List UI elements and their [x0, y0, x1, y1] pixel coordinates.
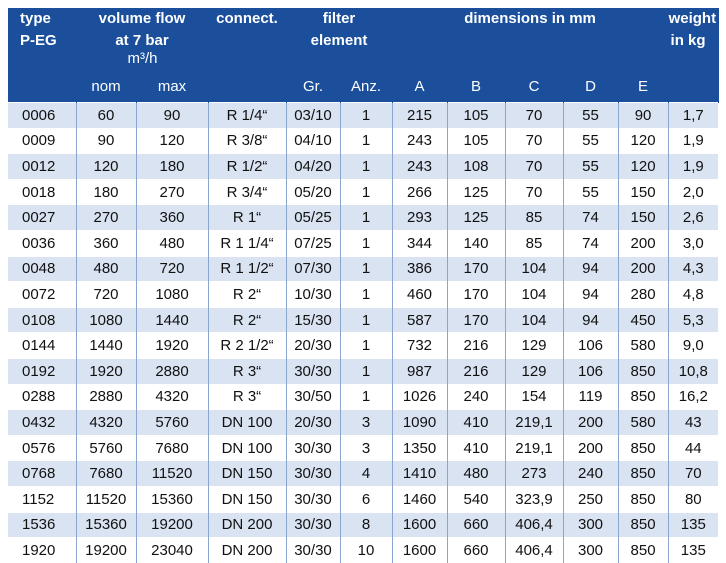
cell-type: 1920 — [8, 538, 76, 563]
cell-max: 5760 — [136, 410, 208, 436]
header-blank — [208, 30, 286, 52]
cell-e: 850 — [618, 435, 668, 461]
cell-e: 580 — [618, 333, 668, 359]
cell-weight: 16,2 — [668, 384, 718, 410]
header-peg: P-EG — [8, 30, 76, 52]
cell-gr: 30/30 — [286, 461, 340, 487]
cell-gr: 05/25 — [286, 205, 340, 231]
table-row — [8, 384, 718, 410]
cell-max: 180 — [136, 154, 208, 180]
cell-weight: 1,7 — [668, 103, 718, 129]
cell-type: 0009 — [8, 128, 76, 154]
cell-max: 2880 — [136, 358, 208, 384]
cell-anz: 10 — [340, 538, 392, 563]
cell-d: 200 — [563, 435, 618, 461]
cell-d: 119 — [563, 384, 618, 410]
cell-b: 125 — [447, 179, 505, 205]
cell-connect: R 1 1/2“ — [208, 256, 286, 282]
header-c: C — [505, 52, 563, 103]
header-dimensions: dimensions in mm — [392, 8, 668, 30]
header-element: element — [286, 30, 392, 52]
cell-d: 106 — [563, 358, 618, 384]
cell-type: 0144 — [8, 333, 76, 359]
table-row — [8, 410, 718, 436]
cell-e: 150 — [618, 205, 668, 231]
cell-anz: 1 — [340, 256, 392, 282]
cell-b: 660 — [447, 512, 505, 538]
cell-max: 23040 — [136, 538, 208, 563]
cell-max: 1080 — [136, 282, 208, 308]
cell-d: 240 — [563, 461, 618, 487]
cell-type: 0432 — [8, 410, 76, 436]
cell-nom: 480 — [76, 256, 136, 282]
cell-connect: R 3“ — [208, 384, 286, 410]
cell-type: 0288 — [8, 384, 76, 410]
cell-a: 732 — [392, 333, 447, 359]
cell-type: 0108 — [8, 307, 76, 333]
cell-e: 450 — [618, 307, 668, 333]
cell-d: 55 — [563, 179, 618, 205]
cell-anz: 6 — [340, 486, 392, 512]
cell-e: 200 — [618, 256, 668, 282]
cell-max: 1920 — [136, 333, 208, 359]
cell-type: 0036 — [8, 230, 76, 256]
cell-a: 460 — [392, 282, 447, 308]
cell-gr: 30/30 — [286, 512, 340, 538]
cell-a: 987 — [392, 358, 447, 384]
cell-gr: 30/30 — [286, 358, 340, 384]
cell-type: 0012 — [8, 154, 76, 180]
cell-e: 280 — [618, 282, 668, 308]
cell-c: 70 — [505, 103, 563, 129]
cell-c: 70 — [505, 179, 563, 205]
cell-max: 120 — [136, 128, 208, 154]
header-blank — [208, 52, 286, 103]
header-volume-flow: volume flow — [76, 8, 208, 30]
cell-anz: 3 — [340, 435, 392, 461]
cell-b: 410 — [447, 435, 505, 461]
table-row — [8, 333, 718, 359]
header-blank — [8, 52, 76, 103]
cell-weight: 2,0 — [668, 179, 718, 205]
cell-nom: 270 — [76, 205, 136, 231]
cell-connect: R 1 1/4“ — [208, 230, 286, 256]
cell-anz: 1 — [340, 307, 392, 333]
table-row — [8, 103, 718, 129]
cell-nom: 720 — [76, 282, 136, 308]
cell-weight: 70 — [668, 461, 718, 487]
cell-weight: 4,8 — [668, 282, 718, 308]
cell-weight: 10,8 — [668, 358, 718, 384]
cell-d: 106 — [563, 333, 618, 359]
cell-type: 0576 — [8, 435, 76, 461]
cell-c: 85 — [505, 230, 563, 256]
cell-weight: 44 — [668, 435, 718, 461]
cell-b: 105 — [447, 128, 505, 154]
cell-max: 480 — [136, 230, 208, 256]
cell-c: 129 — [505, 333, 563, 359]
table-row — [8, 282, 718, 308]
cell-e: 850 — [618, 358, 668, 384]
cell-e: 200 — [618, 230, 668, 256]
cell-gr: 30/50 — [286, 384, 340, 410]
header-a: A — [392, 52, 447, 103]
cell-type: 0018 — [8, 179, 76, 205]
table-row — [8, 179, 718, 205]
cell-b: 108 — [447, 154, 505, 180]
cell-a: 1026 — [392, 384, 447, 410]
cell-connect: R 3/8“ — [208, 128, 286, 154]
cell-d: 74 — [563, 230, 618, 256]
specification-table — [8, 8, 719, 563]
cell-a: 344 — [392, 230, 447, 256]
cell-c: 323,9 — [505, 486, 563, 512]
header-nom-label: nom — [91, 78, 121, 95]
header-anz: Anz. — [340, 52, 392, 103]
cell-nom: 1920 — [76, 358, 136, 384]
header-unit-flow: m³/h — [127, 50, 158, 67]
cell-d: 200 — [563, 410, 618, 436]
cell-a: 1090 — [392, 410, 447, 436]
cell-anz: 1 — [340, 103, 392, 129]
cell-anz: 1 — [340, 358, 392, 384]
cell-nom: 4320 — [76, 410, 136, 436]
cell-max: 11520 — [136, 461, 208, 487]
cell-c: 154 — [505, 384, 563, 410]
cell-d: 55 — [563, 154, 618, 180]
header-blank — [392, 30, 668, 52]
table-row — [8, 435, 718, 461]
cell-nom: 360 — [76, 230, 136, 256]
cell-connect: R 1“ — [208, 205, 286, 231]
table-row — [8, 256, 718, 282]
cell-connect: DN 200 — [208, 538, 286, 563]
cell-connect: R 3/4“ — [208, 179, 286, 205]
table-row — [8, 358, 718, 384]
cell-gr: 05/20 — [286, 179, 340, 205]
cell-b: 410 — [447, 410, 505, 436]
cell-gr: 10/30 — [286, 282, 340, 308]
cell-weight: 4,3 — [668, 256, 718, 282]
cell-a: 1600 — [392, 538, 447, 563]
cell-anz: 1 — [340, 230, 392, 256]
cell-nom: 11520 — [76, 486, 136, 512]
cell-e: 850 — [618, 512, 668, 538]
cell-b: 216 — [447, 333, 505, 359]
cell-gr: 20/30 — [286, 333, 340, 359]
table-header — [8, 8, 718, 103]
cell-anz: 1 — [340, 205, 392, 231]
cell-nom: 7680 — [76, 461, 136, 487]
cell-gr: 30/30 — [286, 538, 340, 563]
cell-a: 266 — [392, 179, 447, 205]
header-blank — [668, 52, 718, 103]
cell-nom: 5760 — [76, 435, 136, 461]
cell-b: 660 — [447, 538, 505, 563]
cell-c: 129 — [505, 358, 563, 384]
cell-type: 0048 — [8, 256, 76, 282]
table-row — [8, 461, 718, 487]
cell-nom: 1440 — [76, 333, 136, 359]
table-body — [8, 103, 718, 563]
cell-type: 0768 — [8, 461, 76, 487]
cell-b: 170 — [447, 256, 505, 282]
cell-connect: DN 100 — [208, 435, 286, 461]
cell-a: 243 — [392, 128, 447, 154]
cell-gr: 20/30 — [286, 410, 340, 436]
header-e: E — [618, 52, 668, 103]
cell-e: 850 — [618, 538, 668, 563]
cell-b: 140 — [447, 230, 505, 256]
header-at-bar: at 7 bar — [76, 30, 208, 52]
header-type: type — [8, 8, 76, 30]
table-row — [8, 512, 718, 538]
cell-e: 120 — [618, 128, 668, 154]
cell-max: 7680 — [136, 435, 208, 461]
cell-d: 74 — [563, 205, 618, 231]
cell-c: 70 — [505, 154, 563, 180]
cell-max: 270 — [136, 179, 208, 205]
header-connect: connect. — [208, 8, 286, 30]
cell-max: 15360 — [136, 486, 208, 512]
cell-e: 90 — [618, 103, 668, 129]
cell-nom: 2880 — [76, 384, 136, 410]
header-filter: filter — [286, 8, 392, 30]
cell-c: 104 — [505, 256, 563, 282]
cell-anz: 3 — [340, 410, 392, 436]
cell-max: 90 — [136, 103, 208, 129]
cell-weight: 80 — [668, 486, 718, 512]
table-row — [8, 205, 718, 231]
cell-d: 94 — [563, 282, 618, 308]
cell-e: 580 — [618, 410, 668, 436]
cell-connect: R 1/4“ — [208, 103, 286, 129]
cell-type: 0006 — [8, 103, 76, 129]
cell-weight: 135 — [668, 538, 718, 563]
cell-b: 240 — [447, 384, 505, 410]
cell-nom: 60 — [76, 103, 136, 129]
cell-connect: DN 200 — [208, 512, 286, 538]
table-row — [8, 128, 718, 154]
cell-a: 243 — [392, 154, 447, 180]
header-d: D — [563, 52, 618, 103]
cell-connect: R 2“ — [208, 282, 286, 308]
cell-weight: 9,0 — [668, 333, 718, 359]
cell-e: 850 — [618, 486, 668, 512]
cell-weight: 135 — [668, 512, 718, 538]
cell-anz: 1 — [340, 128, 392, 154]
cell-max: 1440 — [136, 307, 208, 333]
cell-connect: R 1/2“ — [208, 154, 286, 180]
cell-connect: R 2“ — [208, 307, 286, 333]
cell-a: 215 — [392, 103, 447, 129]
header-nom — [76, 50, 158, 103]
cell-gr: 30/30 — [286, 486, 340, 512]
header-max: max — [136, 52, 208, 103]
header-b: B — [447, 52, 505, 103]
cell-d: 55 — [563, 128, 618, 154]
cell-a: 1350 — [392, 435, 447, 461]
cell-b: 170 — [447, 307, 505, 333]
cell-gr: 15/30 — [286, 307, 340, 333]
cell-b: 105 — [447, 103, 505, 129]
cell-c: 70 — [505, 128, 563, 154]
header-weight: weight — [668, 8, 718, 30]
cell-e: 850 — [618, 384, 668, 410]
cell-c: 273 — [505, 461, 563, 487]
cell-c: 219,1 — [505, 410, 563, 436]
cell-e: 150 — [618, 179, 668, 205]
cell-max: 360 — [136, 205, 208, 231]
cell-type: 1152 — [8, 486, 76, 512]
cell-gr: 07/30 — [286, 256, 340, 282]
cell-nom: 120 — [76, 154, 136, 180]
cell-c: 85 — [505, 205, 563, 231]
header-in-kg: in kg — [668, 30, 718, 52]
cell-d: 300 — [563, 512, 618, 538]
cell-connect: R 3“ — [208, 358, 286, 384]
cell-type: 0072 — [8, 282, 76, 308]
cell-gr: 04/20 — [286, 154, 340, 180]
cell-max: 720 — [136, 256, 208, 282]
cell-b: 480 — [447, 461, 505, 487]
cell-gr: 03/10 — [286, 103, 340, 129]
cell-connect: DN 150 — [208, 461, 286, 487]
cell-nom: 15360 — [76, 512, 136, 538]
data-table-container — [8, 8, 718, 563]
cell-nom: 19200 — [76, 538, 136, 563]
table-row — [8, 486, 718, 512]
cell-anz: 1 — [340, 333, 392, 359]
cell-connect: DN 100 — [208, 410, 286, 436]
cell-anz: 1 — [340, 282, 392, 308]
cell-nom: 1080 — [76, 307, 136, 333]
cell-a: 1600 — [392, 512, 447, 538]
cell-c: 219,1 — [505, 435, 563, 461]
cell-d: 300 — [563, 538, 618, 563]
cell-gr: 07/25 — [286, 230, 340, 256]
cell-c: 406,4 — [505, 512, 563, 538]
cell-b: 170 — [447, 282, 505, 308]
cell-e: 120 — [618, 154, 668, 180]
cell-max: 19200 — [136, 512, 208, 538]
cell-anz: 4 — [340, 461, 392, 487]
cell-a: 587 — [392, 307, 447, 333]
cell-weight: 2,6 — [668, 205, 718, 231]
cell-b: 540 — [447, 486, 505, 512]
cell-connect: DN 150 — [208, 486, 286, 512]
cell-gr: 04/10 — [286, 128, 340, 154]
cell-c: 104 — [505, 282, 563, 308]
table-row — [8, 307, 718, 333]
cell-type: 0027 — [8, 205, 76, 231]
cell-c: 406,4 — [505, 538, 563, 563]
cell-anz: 1 — [340, 384, 392, 410]
cell-e: 850 — [618, 461, 668, 487]
cell-nom: 180 — [76, 179, 136, 205]
cell-a: 386 — [392, 256, 447, 282]
table-row — [8, 154, 718, 180]
cell-gr: 30/30 — [286, 435, 340, 461]
cell-a: 1460 — [392, 486, 447, 512]
cell-weight: 5,3 — [668, 307, 718, 333]
cell-b: 216 — [447, 358, 505, 384]
cell-type: 1536 — [8, 512, 76, 538]
cell-d: 94 — [563, 307, 618, 333]
cell-a: 1410 — [392, 461, 447, 487]
cell-anz: 1 — [340, 179, 392, 205]
table-row — [8, 230, 718, 256]
cell-weight: 1,9 — [668, 154, 718, 180]
cell-c: 104 — [505, 307, 563, 333]
cell-d: 55 — [563, 103, 618, 129]
cell-connect: R 2 1/2“ — [208, 333, 286, 359]
cell-type: 0192 — [8, 358, 76, 384]
cell-anz: 8 — [340, 512, 392, 538]
cell-a: 293 — [392, 205, 447, 231]
cell-weight: 3,0 — [668, 230, 718, 256]
cell-nom: 90 — [76, 128, 136, 154]
cell-anz: 1 — [340, 154, 392, 180]
cell-max: 4320 — [136, 384, 208, 410]
header-gr: Gr. — [286, 52, 340, 103]
cell-weight: 43 — [668, 410, 718, 436]
cell-b: 125 — [447, 205, 505, 231]
cell-d: 94 — [563, 256, 618, 282]
cell-weight: 1,9 — [668, 128, 718, 154]
cell-d: 250 — [563, 486, 618, 512]
